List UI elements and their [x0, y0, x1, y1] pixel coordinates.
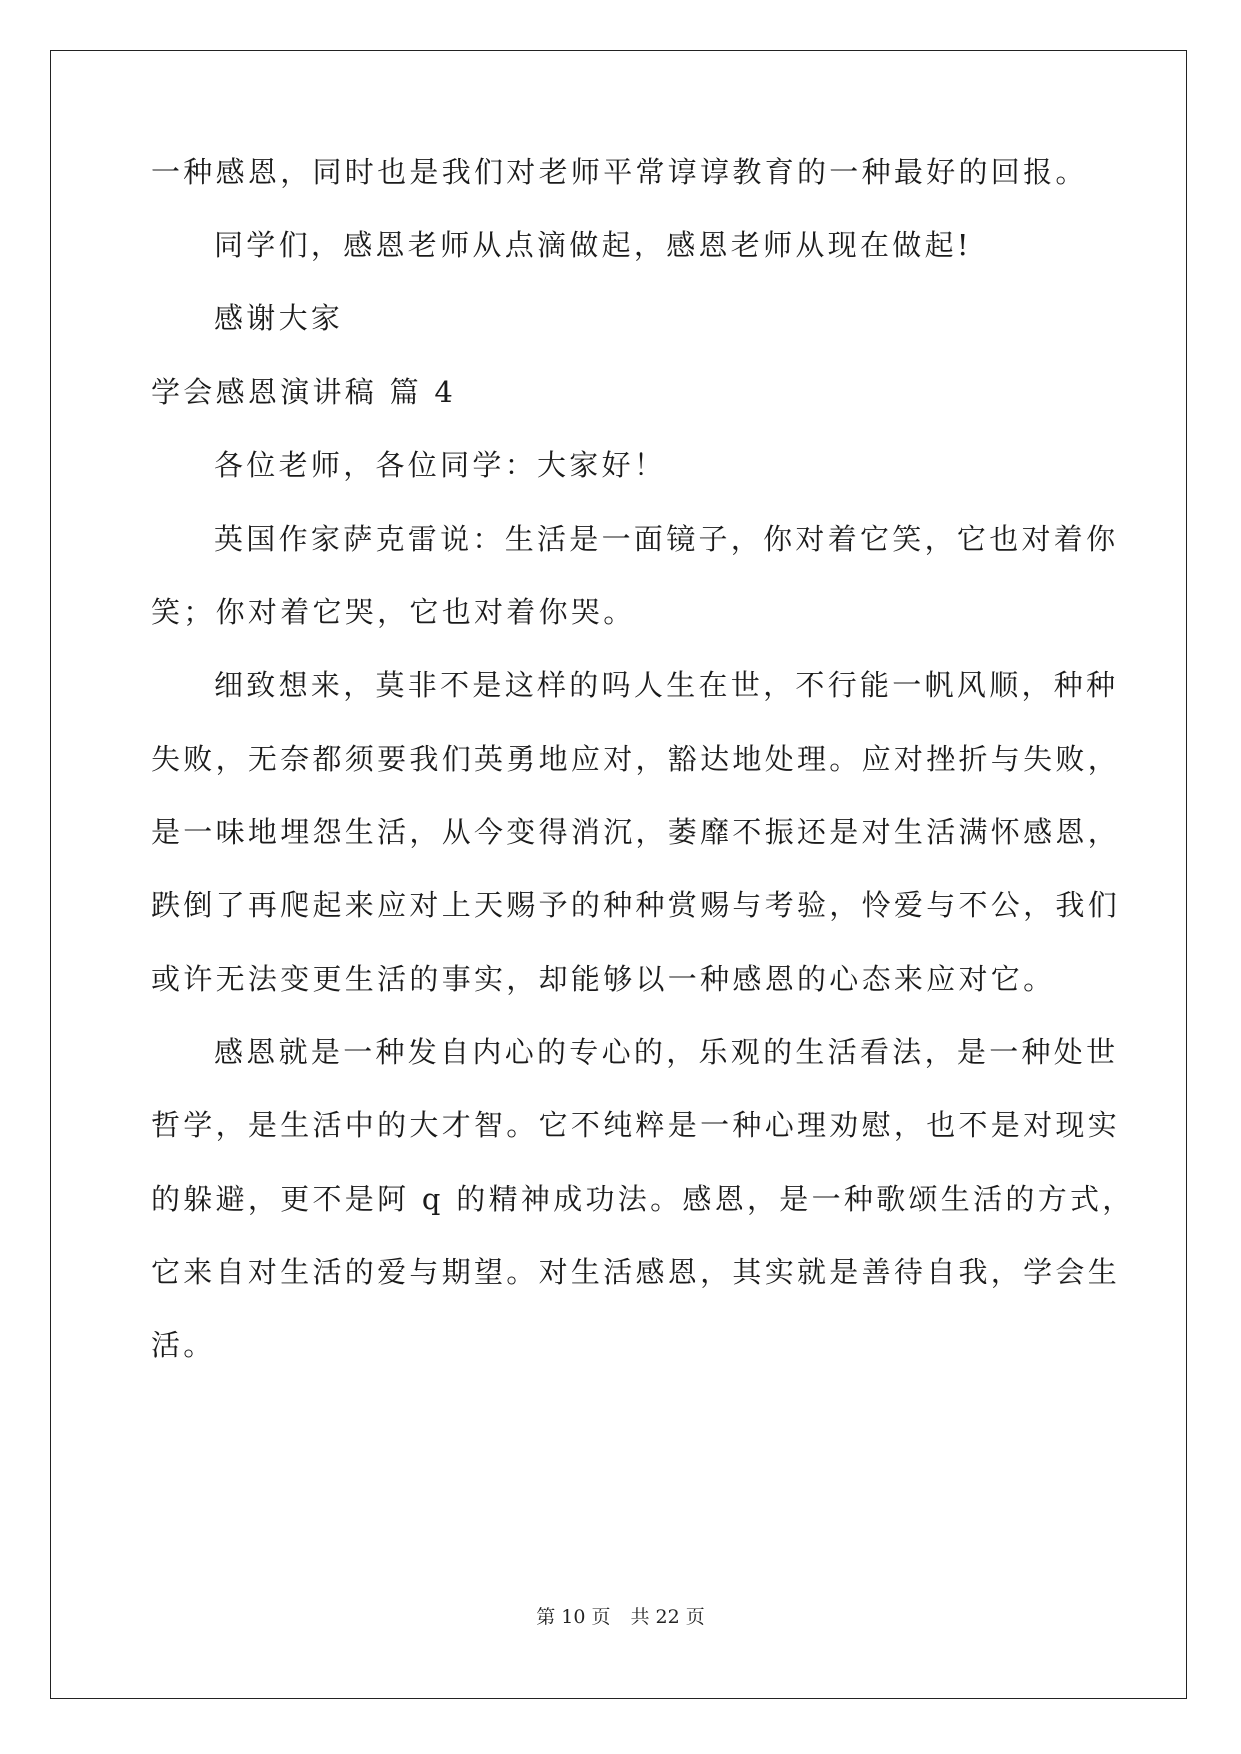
text-line: 失败，无奈都须要我们英勇地应对，豁达地处理。应对挫折与失败， [151, 742, 1121, 776]
text-line: 各位老师，各位同学：大家好！ [214, 448, 667, 482]
page-total: 共 22 页 [630, 1606, 705, 1628]
text-line: 一种感恩，同时也是我们对老师平常谆谆教育的一种最好的回报。 [151, 155, 1088, 189]
text-line: 是一味地埋怨生活，从今变得消沉，萎靡不振还是对生活满怀感恩， [151, 815, 1121, 849]
section-heading: 学会感恩演讲稿 篇 4 [151, 375, 457, 409]
text-line: 活。 [151, 1328, 216, 1362]
text-line: 它来自对生活的爱与期望。对生活感恩，其实就是善待自我，学会生 [151, 1255, 1121, 1289]
text-line: 英国作家萨克雷说：生活是一面镜子，你对着它笑，它也对着你 [214, 522, 1119, 556]
text-line: 笑；你对着它哭，它也对着你哭。 [151, 595, 636, 629]
text-line: 细致想来，莫非不是这样的吗人生在世，不行能一帆风顺，种种 [214, 668, 1119, 702]
page-number: 第 10 页 [536, 1606, 611, 1628]
text-line: 或许无法变更生活的事实，却能够以一种感恩的心态来应对它。 [151, 962, 1056, 996]
text-line: 感恩就是一种发自内心的专心的，乐观的生活看法，是一种处世 [214, 1035, 1119, 1069]
text-line: 哲学，是生活中的大才智。它不纯粹是一种心理劝慰，也不是对现实 [151, 1108, 1121, 1142]
text-line: 同学们，感恩老师从点滴做起，感恩老师从现在做起! [214, 228, 972, 262]
text-line: 的躲避，更不是阿 q 的精神成功法。感恩，是一种歌颂生活的方式， [151, 1182, 1135, 1216]
page-border [50, 50, 1187, 1699]
page-footer [0, 1605, 1241, 1629]
text-line: 跌倒了再爬起来应对上天赐予的种种赏赐与考验，怜爱与不公，我们 [151, 888, 1121, 922]
text-line: 感谢大家 [214, 301, 344, 335]
